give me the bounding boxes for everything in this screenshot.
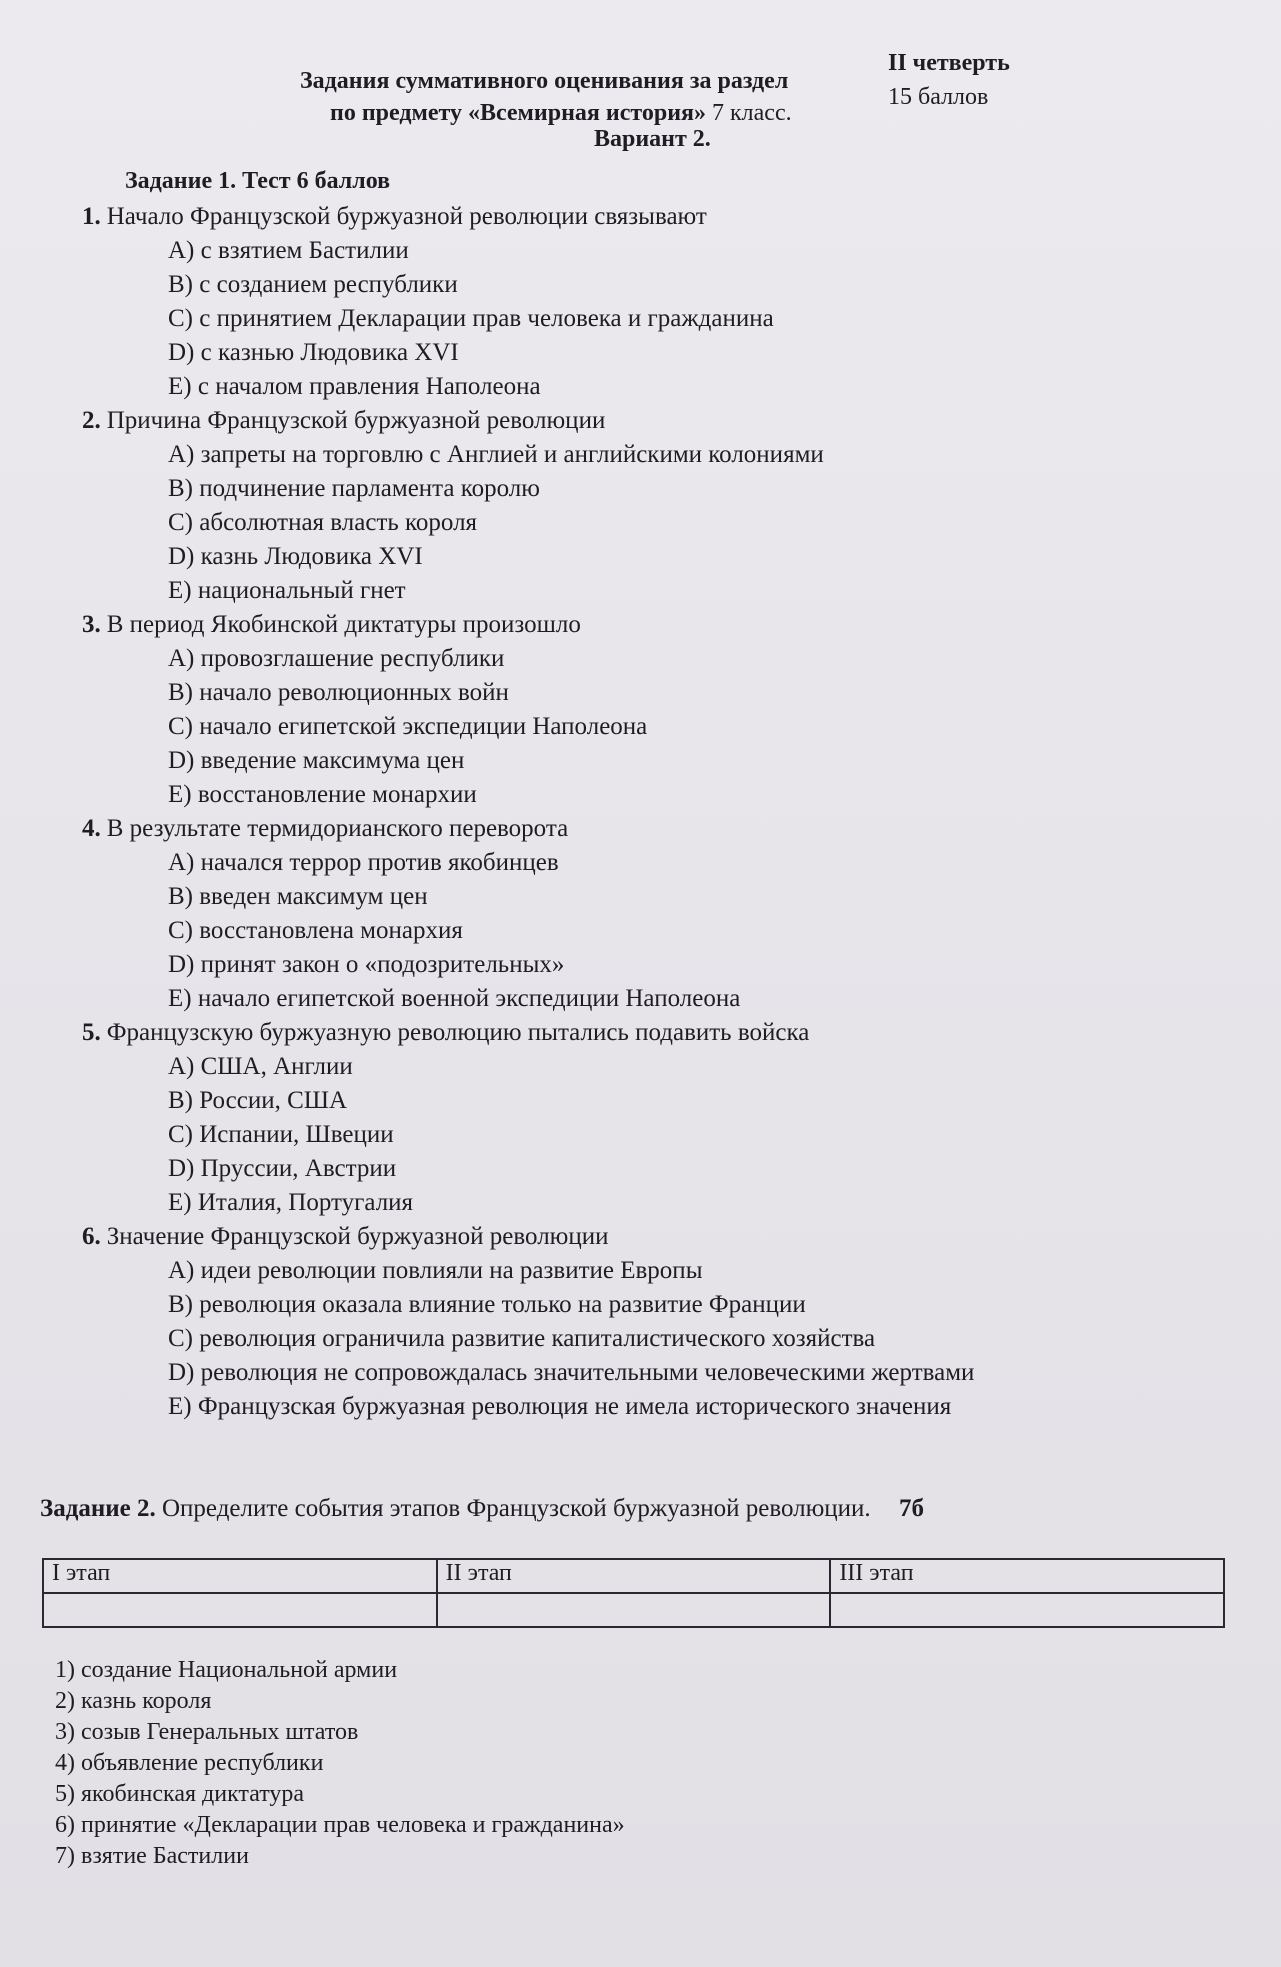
question-number: 1. [82, 203, 101, 230]
stage-3-answer-cell[interactable] [830, 1593, 1224, 1627]
question-6 [82, 1220, 1232, 1254]
task2-text: Определите события этапов Французской буржуазной революции. [162, 1495, 871, 1522]
task1-title: Задание 1. Тест 6 баллов [125, 168, 391, 194]
event-item-1: 1) создание Национальной армии [55, 1657, 398, 1683]
question-1-option-b: B) с созданием республики [168, 271, 458, 298]
question-6-option-c: C) революция ограничила развитие капиталистического хозяйства [168, 1325, 876, 1352]
stage-3-header: III этап [830, 1559, 1224, 1593]
question-2 [82, 404, 1232, 438]
stages-header-row [43, 1559, 1224, 1593]
question-1-option-d: D) с казнью Людовика XVI [168, 339, 459, 366]
question-number: 3. [82, 611, 101, 638]
question-number: 4. [82, 815, 101, 842]
question-6-option-e: E) Французская буржуазная революция не имела исторического значения [168, 1393, 952, 1420]
question-6-option-b: B) революция оказала влияние только на развитие Франции [168, 1291, 806, 1318]
header-title [300, 68, 788, 95]
question-3-option-a: A) провозглашение республики [168, 645, 505, 672]
question-3 [82, 608, 1232, 642]
event-item-4: 4) объявление республики [55, 1750, 324, 1776]
header-points: 15 баллов [888, 84, 989, 110]
question-6-option-a: A) идеи революции повлияли на развитие Европы [168, 1257, 703, 1284]
question-4 [82, 812, 1232, 846]
question-2-option-a: A) запреты на торговлю с Англией и английскими колониями [168, 441, 824, 468]
question-3-option-d: D) введение максимума цен [168, 747, 465, 774]
question-2-option-e: E) национальный гнет [168, 577, 406, 604]
event-item-5: 5) якобинская диктатура [55, 1781, 305, 1807]
task2-heading [40, 1495, 924, 1523]
event-item-6: 6) принятие «Декларации прав человека и гражданина» [55, 1812, 625, 1838]
question-5-option-b: B) России, США [168, 1087, 348, 1114]
question-1-option-a: A) с взятием Бастилии [168, 237, 409, 264]
header-subject [330, 100, 792, 127]
task1-questions [82, 200, 1232, 1424]
header-grade: 7 класс. [712, 100, 792, 126]
question-text: В период Якобинской диктатуры произошло [106, 611, 581, 638]
stages-answer-row [43, 1593, 1224, 1627]
question-3-option-e: E) восстановление монархии [168, 781, 477, 808]
header-variant: Вариант 2. [594, 126, 711, 152]
question-4-option-b: B) введен максимум цен [168, 883, 428, 910]
header-title-text: Задания суммативного оценивания за раздел [300, 68, 789, 94]
question-4-option-d: D) принят закон о «подозрительных» [168, 951, 565, 978]
question-3-option-b: B) начало революционных войн [168, 679, 509, 706]
question-1-option-c: C) с принятием Декларации прав человека и гражданина [168, 305, 774, 332]
event-item-2: 2) казнь короля [55, 1688, 212, 1714]
question-5-option-c: C) Испании, Швеции [168, 1121, 394, 1148]
question-1 [82, 200, 1232, 234]
stage-1-answer-cell[interactable] [43, 1593, 437, 1627]
task2-points: 7б [898, 1495, 924, 1522]
question-2-option-d: D) казнь Людовика XVI [168, 543, 423, 570]
event-item-7: 7) взятие Бастилии [55, 1843, 249, 1869]
task2-label: Задание 2. [40, 1495, 156, 1522]
stage-1-header: I этап [43, 1559, 437, 1593]
question-4-option-a: A) начался террор против якобинцев [168, 849, 559, 876]
question-2-option-c: C) абсолютная власть короля [168, 509, 478, 536]
question-text: Значение Французской буржуазной революции [106, 1223, 609, 1250]
question-5-option-a: A) США, Англии [168, 1053, 353, 1080]
question-3-option-c: C) начало египетской экспедиции Наполеона [168, 713, 648, 740]
question-number: 2. [82, 407, 101, 434]
question-text: Причина Французской буржуазной революции [106, 407, 606, 434]
question-number: 6. [82, 1223, 101, 1250]
question-number: 5. [82, 1019, 101, 1046]
header-quarter: II четверть [888, 50, 1010, 76]
question-6-option-d: D) революция не сопровождалась значительными человеческими жертвами [168, 1359, 975, 1386]
question-4-option-c: C) восстановлена монархия [168, 917, 463, 944]
question-2-option-b: B) подчинение парламента королю [168, 475, 540, 502]
question-text: Французскую буржуазную революцию пытались подавить войска [106, 1019, 810, 1046]
question-text: В результате термидорианского переворота [106, 815, 569, 842]
question-5 [82, 1016, 1232, 1050]
event-item-3: 3) созыв Генеральных штатов [55, 1719, 359, 1745]
stage-2-header: II этап [437, 1559, 831, 1593]
question-text: Начало Французской буржуазной революции связывают [106, 203, 707, 230]
question-1-option-e: E) с началом правления Наполеона [168, 373, 541, 400]
stages-table [42, 1558, 1225, 1628]
events-list [55, 1655, 625, 1872]
stage-2-answer-cell[interactable] [437, 1593, 831, 1627]
question-5-option-d: D) Пруссии, Австрии [168, 1155, 397, 1182]
question-4-option-e: E) начало египетской военной экспедиции Наполеона [168, 985, 741, 1012]
header-subject-text: по предмету «Всемирная история» [330, 100, 707, 126]
question-5-option-e: E) Италия, Португалия [168, 1189, 414, 1216]
